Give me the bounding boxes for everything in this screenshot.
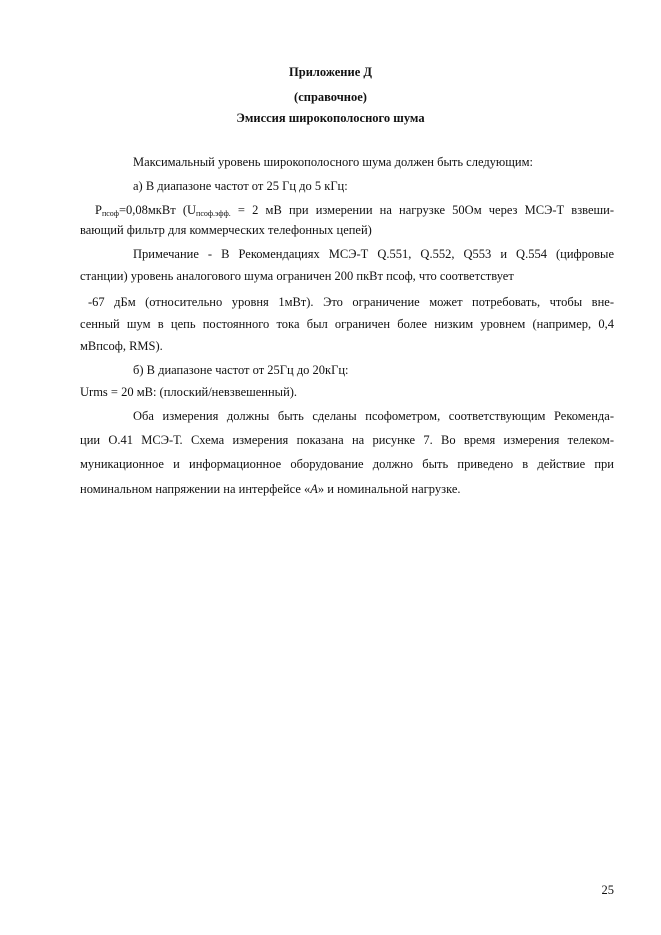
measure-line4-after: » и номинальной нагрузке. [317, 482, 461, 496]
p-subscript: псоф [101, 209, 119, 218]
interface-label: A [310, 482, 318, 496]
intro-paragraph: Максимальный уровень широкополосного шума должен быть следующим: [133, 155, 533, 169]
note-line1: Примечание - В Рекомендациях МСЭ-Т Q.551, Q.552, Q553 и Q.554 (цифровые [133, 247, 614, 261]
measure-line4 [80, 481, 461, 497]
p-value: =0,08мкВт (U [118, 203, 197, 217]
measure-line4-before: номинальном напряжении на интерфейсе « [80, 482, 311, 496]
formula-a-line2: вающий фильтр для коммерческих телефонных цепей) [80, 223, 372, 237]
formula-a-line1 [95, 202, 614, 220]
item-a: а) В диапазоне частот от 25 Гц до 5 кГц: [133, 179, 348, 193]
p-symbol: P [95, 203, 102, 217]
note-line2: станции) уровень аналогового шума ограничен 200 пкВт псоф, что соответствует [80, 269, 514, 283]
note-line4: сенный шум в цепь постоянного тока был ограничен более низким уровнем (например, 0,4 [80, 317, 614, 331]
appendix-heading: Приложение Д [289, 65, 372, 79]
formula-a-rest: = 2 мВ при измерении на нагрузке 50Ом через МСЭ-Т взвеши- [230, 203, 614, 217]
section-title: Эмиссия широкополосного шума [236, 111, 425, 125]
measure-line1: Оба измерения должны быть сделаны псофометром, соответствующим Рекоменда- [133, 409, 614, 423]
urms-value: Urms = 20 мВ: (плоский/невзвешенный). [80, 385, 298, 399]
page-number: 25 [601, 883, 614, 897]
note-line5: мВпсоф, RMS). [80, 339, 163, 353]
item-b: б) В диапазоне частот от 25Гц до 20кГц: [133, 363, 349, 377]
measure-line3: муникационное и информационное оборудование должно быть приведено в действие при [80, 457, 614, 471]
note-line3: -67 дБм (относительно уровня 1мВт). Это ограничение может потребовать, чтобы вне- [88, 295, 614, 309]
u-subscript: псоф.эфф. [196, 209, 231, 218]
appendix-type: (справочное) [294, 90, 367, 104]
measure-line2: ции О.41 МСЭ-Т. Схема измерения показана на рисунке 7. Во время измерения телеком- [80, 433, 614, 447]
